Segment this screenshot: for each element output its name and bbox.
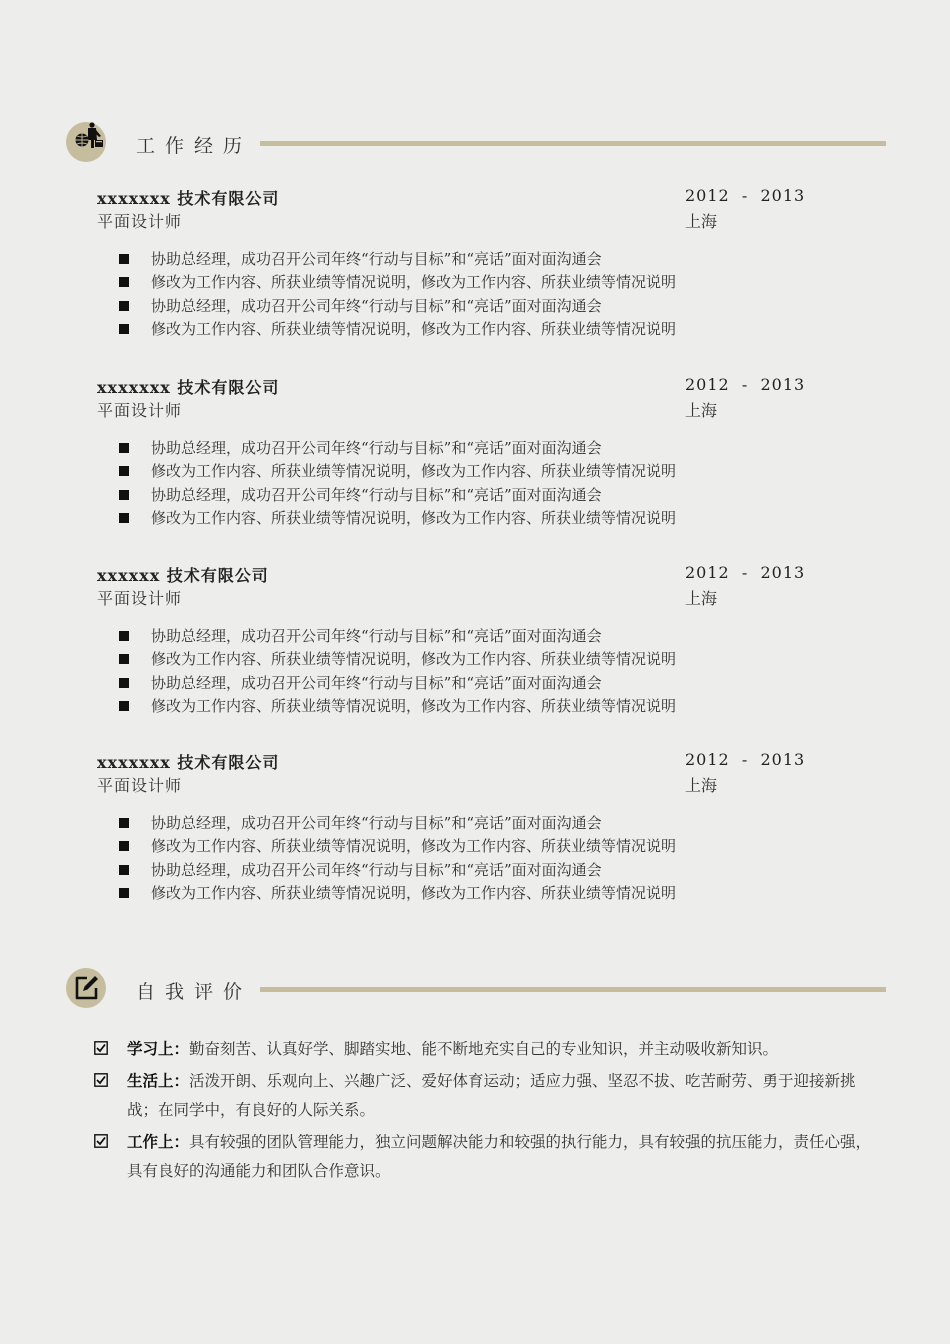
square-bullet-icon [119,654,129,664]
job-role: 平面设计师 [97,589,183,608]
duty-text: 修改为工作内容、所获业绩等情况说明，修改为工作内容、所获业绩等情况说明 [151,883,677,902]
duty-text: 修改为工作内容、所获业绩等情况说明，修改为工作内容、所获业绩等情况说明 [151,837,677,856]
job-company: xxxxxxx 技术有限公司 [97,753,280,772]
job-role: 平面设计师 [97,212,183,231]
job-period: 2012 - 2013 [685,186,806,205]
job-period: 2012 - 2013 [685,375,806,394]
job-city: 上海 [685,401,718,420]
square-bullet-icon [119,513,129,523]
square-bullet-icon [119,466,129,476]
duty-item [119,460,676,483]
duty-item [119,248,676,271]
duty-text: 协助总经理，成功召开公司年终“行动与目标”和“亮话”面对面沟通会 [151,439,602,457]
worker-with-globe-icon [66,122,110,166]
evaluation-text: 勤奋刻苦、认真好学、脚踏实地、能不断地充实自己的专业知识，并主动吸收新知识。 [189,1040,779,1058]
square-bullet-icon [119,254,129,264]
job-city: 上海 [685,589,718,608]
work-section-badge [66,122,106,162]
duty-text: 协助总经理，成功召开公司年终“行动与目标”和“亮话”面对面沟通会 [151,250,602,268]
eval-section-badge [66,968,106,1008]
duty-text: 协助总经理，成功召开公司年终“行动与目标”和“亮话”面对面沟通会 [151,296,602,315]
duty-text: 协助总经理，成功召开公司年终“行动与目标”和“亮话”面对面沟通会 [151,860,602,879]
duty-text: 修改为工作内容、所获业绩等情况说明，修改为工作内容、所获业绩等情况说明 [151,650,677,669]
evaluation-item [94,1034,884,1065]
job-company: xxxxxx 技术有限公司 [97,566,269,585]
job-role: 平面设计师 [97,776,183,795]
job-city: 上海 [685,776,718,795]
checkbox-checked-icon [94,1134,108,1148]
job-role: 平面设计师 [97,401,183,420]
evaluation-label: 工作上： [127,1131,190,1151]
evaluation-label: 学习上： [127,1039,190,1058]
square-bullet-icon [119,841,129,851]
square-bullet-icon [119,301,129,311]
duty-text: 协助总经理，成功召开公司年终“行动与目标”和“亮话”面对面沟通会 [151,814,602,832]
square-bullet-icon [119,490,129,500]
duty-text: 修改为工作内容、所获业绩等情况说明，修改为工作内容、所获业绩等情况说明 [151,508,677,527]
square-bullet-icon [119,277,129,287]
job-duties [119,248,676,341]
evaluation-label: 生活上： [127,1070,190,1090]
square-bullet-icon [119,443,129,453]
duty-text: 协助总经理，成功召开公司年终“行动与目标”和“亮话”面对面沟通会 [151,627,602,645]
eval-section-header [66,968,886,1012]
work-section-rule [260,141,886,146]
square-bullet-icon [119,865,129,875]
eval-section-title: 自我评价 [136,981,253,1003]
job-duties [119,812,676,905]
duty-text: 协助总经理，成功召开公司年终“行动与目标”和“亮话”面对面沟通会 [151,673,602,692]
job-company: xxxxxxx 技术有限公司 [97,378,280,397]
evaluation-text: 活泼开朗、乐观向上、兴趣广泛、爱好体育运动；适应力强、坚忍不拔、吃苦耐劳、勇于迎接新挑战；在同学中，有良好的人际关系。 [127,1071,856,1119]
square-bullet-icon [119,701,129,711]
square-bullet-icon [119,888,129,898]
duty-item [119,812,676,835]
duty-item [119,507,676,530]
square-bullet-icon [119,678,129,688]
checkbox-checked-icon [94,1073,108,1087]
duty-item [119,695,676,718]
job-duties [119,437,676,530]
work-section-title: 工作经历 [136,135,253,157]
square-bullet-icon [119,324,129,334]
duty-item [119,625,676,648]
square-bullet-icon [119,818,129,828]
duty-item [119,672,676,695]
duty-item [119,318,676,341]
duty-item [119,295,676,318]
evaluation-item [94,1127,884,1187]
duty-text: 修改为工作内容、所获业绩等情况说明，修改为工作内容、所获业绩等情况说明 [151,696,677,715]
duty-item [119,437,676,460]
duty-text: 修改为工作内容、所获业绩等情况说明，修改为工作内容、所获业绩等情况说明 [151,319,677,338]
duty-item [119,835,676,858]
evaluation-text: 具有较强的团队管理能力，独立问题解决能力和较强的执行能力，具有较强的抗压能力，责任心强，具有良好的沟通能力和团队合作意识。 [127,1132,872,1180]
job-company: xxxxxxx 技术有限公司 [97,189,280,208]
duty-item [119,271,676,294]
duty-item [119,882,676,905]
evaluation-item [94,1066,884,1126]
duty-item [119,484,676,507]
work-section-header [66,122,886,166]
job-city: 上海 [685,212,718,231]
eval-section-rule [260,987,886,992]
duty-text: 修改为工作内容、所获业绩等情况说明，修改为工作内容、所获业绩等情况说明 [151,462,677,481]
duty-item [119,648,676,671]
job-period: 2012 - 2013 [685,563,806,582]
duty-text: 修改为工作内容、所获业绩等情况说明，修改为工作内容、所获业绩等情况说明 [151,273,677,292]
square-bullet-icon [119,631,129,641]
job-period: 2012 - 2013 [685,750,806,769]
checkbox-checked-icon [94,1041,108,1055]
duty-text: 协助总经理，成功召开公司年终“行动与目标”和“亮话”面对面沟通会 [151,485,602,504]
job-duties [119,625,676,718]
edit-note-icon [66,968,106,1008]
evaluation-list [94,1034,884,1188]
duty-item [119,859,676,882]
